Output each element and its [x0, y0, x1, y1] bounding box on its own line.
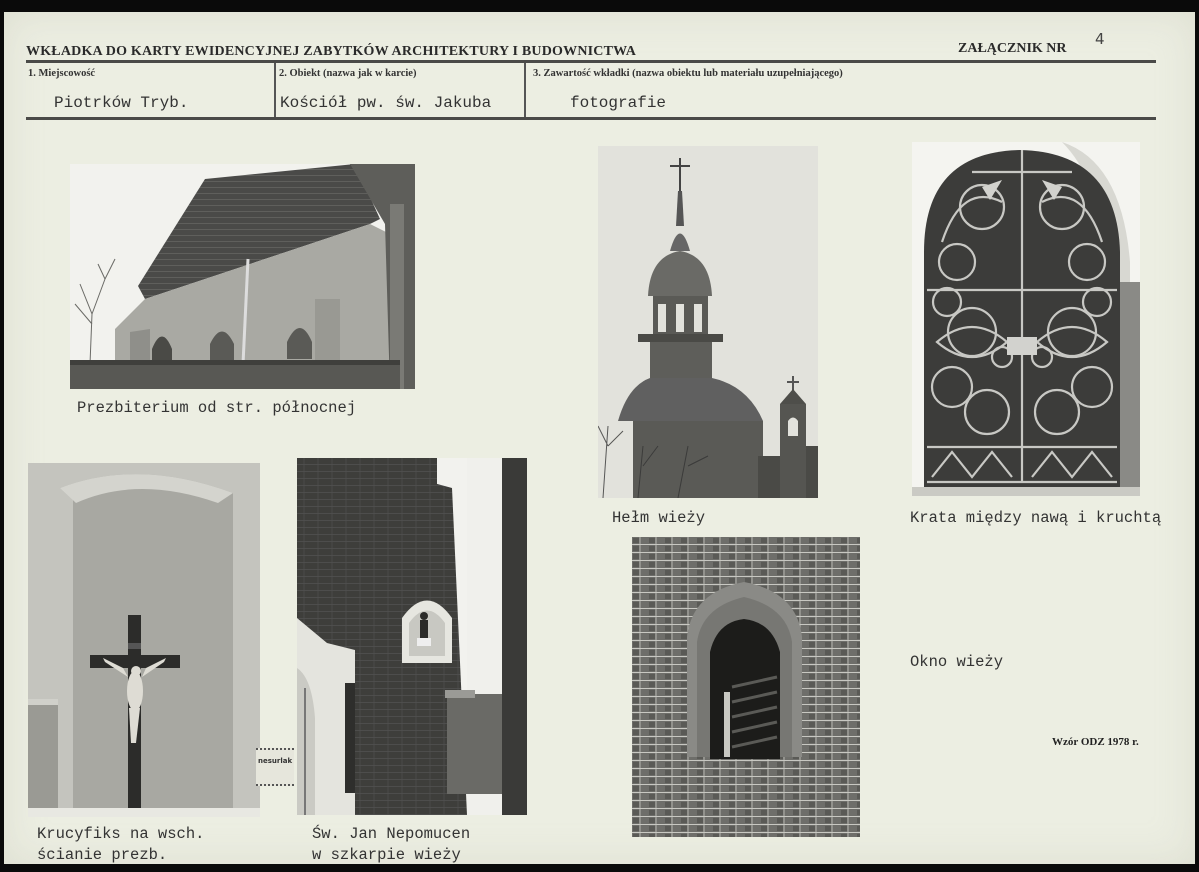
caption-tower-window: Okno wieży — [910, 653, 1004, 671]
caption-crucifix-line1: Krucyfiks na wsch. — [37, 825, 205, 843]
photo-tower-helm — [598, 146, 818, 498]
photo-crucifix — [28, 463, 260, 817]
header-rule-bottom — [26, 117, 1156, 120]
header-rule-top — [26, 60, 1156, 63]
mounting-strip — [256, 748, 294, 786]
field-label-object: 2. Obiekt (nazwa jak w karcie) — [279, 68, 417, 79]
form-template-stamp: Wzór ODZ 1978 r. — [1052, 736, 1139, 748]
field-value-object: Kościół pw. św. Jakuba — [280, 94, 492, 112]
caption-nepomucen-line1: Św. Jan Nepomucen — [312, 825, 471, 843]
caption-crucifix-line2: ścianie prezb. — [37, 846, 168, 864]
field-divider — [274, 63, 276, 118]
field-label-contents: 3. Zawartość wkładki (nazwa obiektu lub materiału uzupełniającego) — [533, 68, 843, 79]
nepomucen-image — [297, 458, 527, 815]
caption-nepomucen-line2: w szkarpie wieży — [312, 846, 461, 864]
caption-presbytery: Prezbiterium od str. północnej — [77, 399, 357, 417]
iron-grille-image — [912, 142, 1140, 496]
form-title: WKŁADKA DO KARTY EWIDENCYJNEJ ZABYTKÓW ARCHITEKTURY I BUDOWNICTWA — [26, 44, 637, 59]
photo-iron-grille — [912, 142, 1140, 496]
caption-tower-helm: Hełm wieży — [612, 509, 706, 527]
caption-iron-grille: Krata między nawą i kruchtą — [910, 509, 1162, 527]
crucifix-image — [28, 463, 260, 817]
photo-tower-window — [632, 537, 860, 837]
field-value-locality: Piotrków Tryb. — [54, 94, 189, 112]
photo-presbytery — [70, 164, 415, 389]
field-label-locality: 1. Miejscowość — [28, 68, 96, 79]
presbytery-image — [70, 164, 415, 389]
annex-number: 4 — [1095, 30, 1105, 48]
field-divider — [524, 63, 526, 118]
tower-helm-image — [598, 146, 818, 498]
mounting-strip-label: nesurlak — [258, 757, 293, 765]
field-value-contents: fotografie — [570, 94, 667, 112]
annex-label: ZAŁĄCZNIK NR — [958, 41, 1067, 56]
tower-window-image — [632, 537, 860, 837]
photo-nepomucen — [297, 458, 527, 815]
